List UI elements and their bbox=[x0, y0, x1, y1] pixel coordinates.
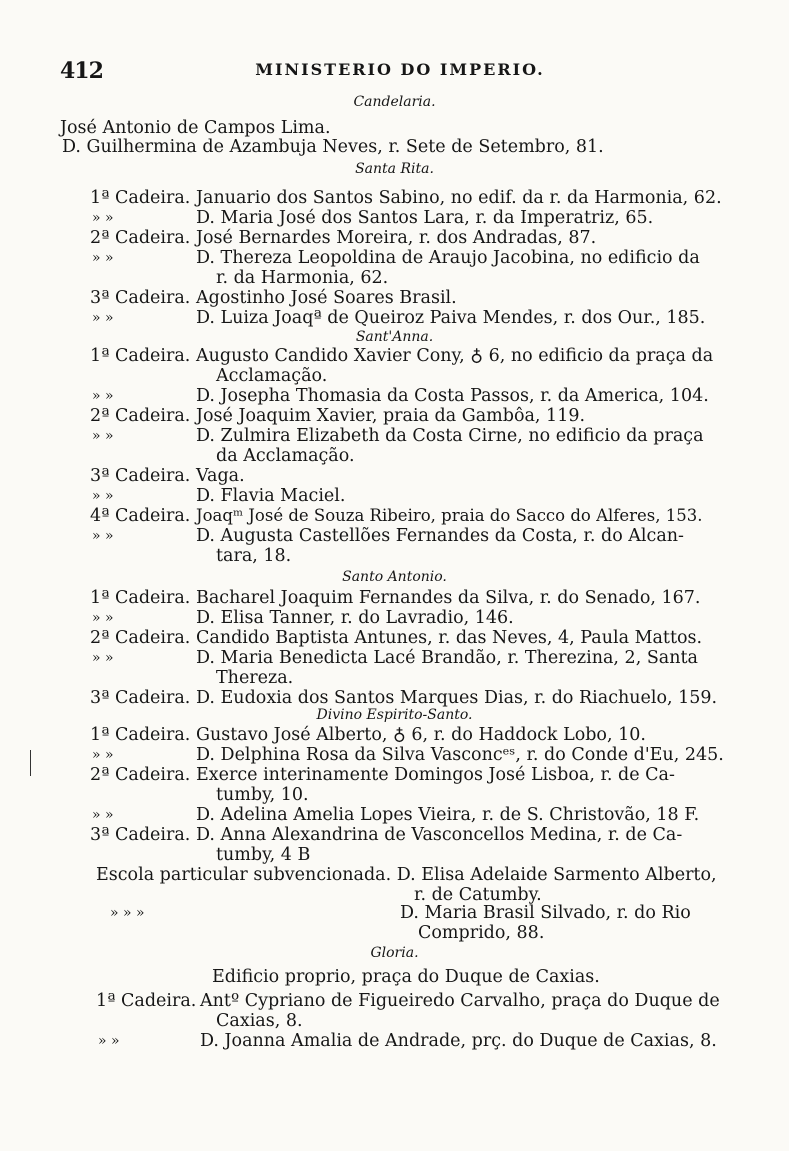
entry-text: Antº Cypriano de Figueiredo Carvalho, praça do Duque de bbox=[200, 991, 720, 1011]
entry-label: 2ª Cadeira. bbox=[90, 628, 191, 648]
entry-text: D. Eudoxia dos Santos Marques Dias, r. do Riachuelo, 159. bbox=[196, 688, 718, 708]
entry-label: 3ª Cadeira. bbox=[90, 288, 191, 308]
running-title: MINISTERIO DO IMPERIO. bbox=[255, 60, 545, 79]
gloria-edificio-line: Edificio proprio, praça do Duque de Caxias. bbox=[212, 967, 600, 987]
entry-continuation: Thereza. bbox=[216, 668, 294, 688]
ditto-mark: » » bbox=[98, 1033, 120, 1049]
entry-text: D. Delphina Rosa da Silva Vasconcᵉˢ, r. do Conde d'Eu, 245. bbox=[196, 745, 724, 765]
entry-continuation: Acclamação. bbox=[216, 366, 328, 386]
candelaria-line-2: D. Guilhermina de Azambuja Neves, r. Sete de Setembro, 81. bbox=[62, 137, 604, 157]
entry-text: D. Thereza Leopoldina de Araujo Jacobina, no edificio da bbox=[196, 248, 700, 268]
ditto-mark: » » bbox=[92, 428, 114, 444]
entry-label: 1ª Cadeira. bbox=[96, 991, 197, 1011]
entry-text: D. Maria Benedicta Lacé Brandão, r. Therezina, 2, Santa bbox=[196, 648, 698, 668]
entry-label: 3ª Cadeira. bbox=[90, 825, 191, 845]
entry-label: 1ª Cadeira. bbox=[90, 346, 191, 366]
section-title-santo-antonio: Santo Antonio. bbox=[342, 569, 447, 585]
entry-text: D. Elisa Tanner, r. do Lavradio, 146. bbox=[196, 608, 514, 628]
entry-text: D. Zulmira Elizabeth da Costa Cirne, no edificio da praça bbox=[196, 426, 704, 446]
entry-text: D. Augusta Castellões Fernandes da Costa, r. do Alcan- bbox=[196, 526, 684, 546]
entry-label: 3ª Cadeira. bbox=[90, 466, 191, 486]
escola-continuation: Comprido, 88. bbox=[418, 923, 545, 943]
entry-text: Vaga. bbox=[196, 466, 245, 486]
ditto-mark: » » bbox=[92, 650, 114, 666]
entry-continuation: da Acclamação. bbox=[216, 446, 355, 466]
entry-label: 1ª Cadeira. bbox=[90, 588, 191, 608]
section-title-gloria: Gloria. bbox=[370, 945, 419, 961]
ditto-mark: » » bbox=[92, 610, 114, 626]
entry-text: D. Flavia Maciel. bbox=[196, 486, 346, 506]
escola-line: Escola particular subvencionada. D. Elisa Adelaide Sarmento Alberto, bbox=[96, 865, 717, 885]
candelaria-line-1: José Antonio de Campos Lima. bbox=[60, 118, 331, 138]
entry-text: José Bernardes Moreira, r. dos Andradas, 87. bbox=[196, 228, 597, 248]
entry-text: Candido Baptista Antunes, r. das Neves, 4, Paula Mattos. bbox=[196, 628, 703, 648]
page-header bbox=[60, 58, 740, 84]
entry-continuation: Caxias, 8. bbox=[216, 1011, 303, 1031]
entry-label: 4ª Cadeira. bbox=[90, 506, 191, 526]
ditto-mark: » » » bbox=[110, 905, 145, 921]
ditto-mark: » » bbox=[92, 250, 114, 266]
ditto-mark: » » bbox=[92, 388, 114, 404]
escola-continuation: r. de Catumby. bbox=[414, 885, 542, 905]
entry-text: Bacharel Joaquim Fernandes da Silva, r. do Senado, 167. bbox=[196, 588, 701, 608]
entry-continuation: tara, 18. bbox=[216, 546, 292, 566]
ditto-mark: » » bbox=[92, 747, 114, 763]
section-title-candelaria: Candelaria. bbox=[353, 94, 436, 110]
entry-text: Joaqᵐ José de Souza Ribeiro, praia do Sacco do Alferes, 153. bbox=[196, 506, 703, 525]
entry-text: D. Adelina Amelia Lopes Vieira, r. de S. Christovão, 18 F. bbox=[196, 805, 700, 825]
entry-text: José Joaquim Xavier, praia da Gambôa, 119. bbox=[196, 406, 586, 426]
entry-label: 3ª Cadeira. bbox=[90, 688, 191, 708]
ditto-mark: » » bbox=[92, 528, 114, 544]
entry-continuation: tumby, 4 B bbox=[216, 845, 311, 865]
entry-label: 1ª Cadeira. bbox=[90, 188, 191, 208]
entry-text: D. Maria José dos Santos Lara, r. da Imperatriz, 65. bbox=[196, 208, 654, 228]
section-title-santa-rita: Santa Rita. bbox=[355, 161, 434, 177]
section-title-sant-anna: Sant'Anna. bbox=[355, 329, 434, 345]
margin-rule-mark bbox=[30, 750, 31, 776]
entry-text: D. Joanna Amalia de Andrade, prç. do Duque de Caxias, 8. bbox=[200, 1031, 717, 1051]
ditto-mark: » » bbox=[92, 210, 114, 226]
entry-text: Augusto Candido Xavier Cony, ♁ 6, no edificio da praça da bbox=[196, 346, 714, 366]
entry-text: Exerce interinamente Domingos José Lisboa, r. de Ca- bbox=[196, 765, 675, 785]
entry-text: D. Luiza Joaqª de Queiroz Paiva Mendes, r. dos Our., 185. bbox=[196, 308, 706, 328]
entry-label: 2ª Cadeira. bbox=[90, 765, 191, 785]
page-number: 412 bbox=[60, 58, 103, 84]
entry-text: Agostinho José Soares Brasil. bbox=[196, 288, 457, 308]
entry-text: Gustavo José Alberto, ♁ 6, r. do Haddock Lobo, 10. bbox=[196, 725, 646, 745]
ditto-mark: » » bbox=[92, 310, 114, 326]
ditto-mark: » » bbox=[92, 807, 114, 823]
entry-continuation: tumby, 10. bbox=[216, 785, 309, 805]
entry-label: 2ª Cadeira. bbox=[90, 228, 191, 248]
entry-continuation: r. da Harmonia, 62. bbox=[216, 268, 389, 288]
ditto-mark: » » bbox=[92, 488, 114, 504]
section-title-divino-espirito-santo: Divino Espirito-Santo. bbox=[316, 707, 473, 723]
entry-label: 1ª Cadeira. bbox=[90, 725, 191, 745]
entry-text: D. Anna Alexandrina de Vasconcellos Medina, r. de Ca- bbox=[196, 825, 683, 845]
entry-label: 2ª Cadeira. bbox=[90, 406, 191, 426]
entry-text: Januario dos Santos Sabino, no edif. da r. da Harmonia, 62. bbox=[196, 188, 722, 208]
escola-line: D. Maria Brasil Silvado, r. do Rio bbox=[400, 903, 691, 923]
entry-text: D. Josepha Thomasia da Costa Passos, r. da America, 104. bbox=[196, 386, 709, 406]
